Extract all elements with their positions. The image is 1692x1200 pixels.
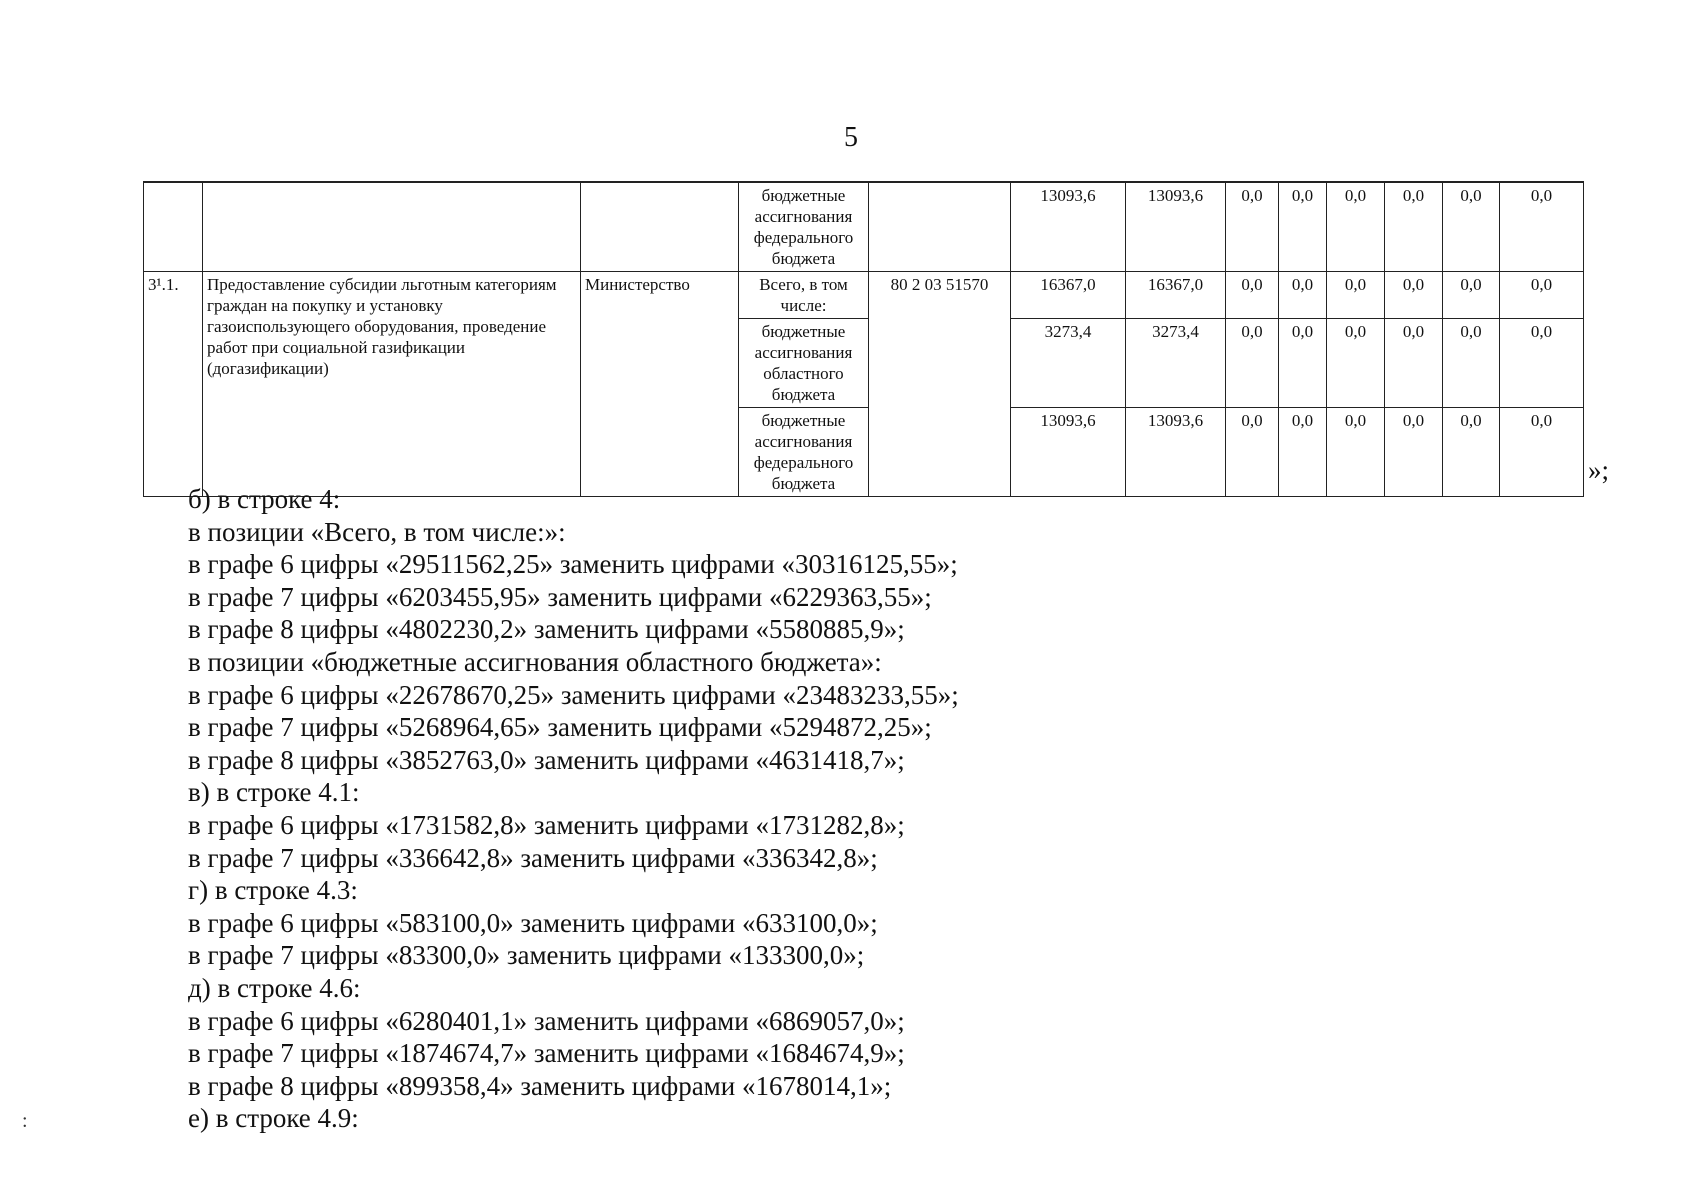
value-cell: 16367,0 — [1126, 272, 1226, 319]
value-cell: 0,0 — [1279, 319, 1327, 408]
funding-source-cell: бюджетные ассигнования федерального бюджета — [739, 182, 869, 272]
value-cell: 0,0 — [1443, 182, 1500, 272]
value-cell: 13093,6 — [1011, 408, 1126, 497]
funding-source-cell: Всего, в том числе: — [739, 272, 869, 319]
amendment-line: д) в строке 4.6: — [188, 972, 361, 1003]
amendment-line: е) в строке 4.9: — [188, 1103, 359, 1134]
prev-row-tail — [144, 182, 1584, 272]
value-cell: 0,0 — [1226, 272, 1279, 319]
value-cell: 0,0 — [1327, 272, 1385, 319]
value-cell: 0,0 — [1226, 408, 1279, 497]
value-cell: 0,0 — [1327, 182, 1385, 272]
table-body — [144, 182, 1584, 497]
amendment-line: г) в строке 4.3: — [188, 875, 358, 906]
amendment-line: в графе 6 цифры «29511562,25» заменить цифрами «30316125,55»; — [188, 549, 958, 580]
amendment-line: в графе 6 цифры «583100,0» заменить цифрами «633100,0»; — [188, 907, 878, 938]
value-cell: 0,0 — [1279, 272, 1327, 319]
value-cell: 13093,6 — [1126, 408, 1226, 497]
value-cell: 13093,6 — [1126, 182, 1226, 272]
value-cell: 0,0 — [1279, 182, 1327, 272]
margin-mark: : — [22, 1110, 28, 1132]
value-cell: 0,0 — [1327, 408, 1385, 497]
value-cell: 0,0 — [1500, 272, 1584, 319]
row-name-cell: Предоставление субсидии льготным категориям граждан на покупку и установку газоиспользующего оборудования, проведение работ при социальной газификации (догазификации) — [203, 272, 581, 497]
value-cell: 0,0 — [1500, 408, 1584, 497]
amendment-line: в графе 8 цифры «3852763,0» заменить цифрами «4631418,7»; — [188, 744, 905, 775]
amendment-line: в графе 8 цифры «4802230,2» заменить цифрами «5580885,9»; — [188, 614, 905, 645]
prev-row-name-cell — [203, 182, 581, 272]
amendment-line: в графе 7 цифры «6203455,95» заменить цифрами «6229363,55»; — [188, 581, 932, 612]
prev-row-responsible-cell — [581, 182, 739, 272]
value-cell: 0,0 — [1385, 272, 1443, 319]
value-cell: 0,0 — [1385, 182, 1443, 272]
amendment-line: в графе 7 цифры «1874674,7» заменить цифрами «1684674,9»; — [188, 1038, 905, 1069]
amendments-text — [188, 483, 959, 1135]
amendment-line: в) в строке 4.1: — [188, 777, 360, 808]
row-code-cell: 80 2 03 51570 — [869, 272, 1011, 319]
amendment-line: в графе 8 цифры «899358,4» заменить цифрами «1678014,1»; — [188, 1070, 892, 1101]
closing-quote-mark: »; — [1588, 455, 1610, 485]
amendment-line: в позиции «бюджетные ассигнования областного бюджета»: — [188, 646, 882, 677]
value-cell: 3273,4 — [1011, 319, 1126, 408]
value-cell: 0,0 — [1279, 408, 1327, 497]
value-cell: 0,0 — [1385, 319, 1443, 408]
amendment-line: в графе 7 цифры «336642,8» заменить цифрами «336342,8»; — [188, 842, 878, 873]
amendment-line: в графе 6 цифры «1731582,8» заменить цифрами «1731282,8»; — [188, 809, 905, 840]
funding-source-cell: бюджетные ассигнования областного бюджета — [739, 319, 869, 408]
amendment-line: в графе 7 цифры «5268964,65» заменить цифрами «5294872,25»; — [188, 712, 932, 743]
amendment-line: б) в строке 4: — [188, 484, 341, 514]
amendment-line: в графе 6 цифры «6280401,1» заменить цифрами «6869057,0»; — [188, 1005, 905, 1036]
prev-row-code-cell — [869, 182, 1011, 272]
value-cell: 0,0 — [1500, 319, 1584, 408]
prev-row-number-cell — [144, 182, 203, 272]
value-cell: 0,0 — [1443, 272, 1500, 319]
value-cell: 0,0 — [1443, 408, 1500, 497]
value-cell: 0,0 — [1226, 319, 1279, 408]
value-cell: 0,0 — [1226, 182, 1279, 272]
value-cell: 0,0 — [1327, 319, 1385, 408]
value-cell: 0,0 — [1500, 182, 1584, 272]
page-number: 5 — [844, 122, 858, 153]
value-cell: 0,0 — [1443, 319, 1500, 408]
amendment-line: в позиции «Всего, в том числе:»: — [188, 516, 566, 547]
budget-table — [143, 181, 1584, 497]
row-code-cell-continued — [869, 319, 1011, 408]
value-cell: 16367,0 — [1011, 272, 1126, 319]
row-responsible-cell: Министерство — [581, 272, 739, 497]
amendment-line: в графе 6 цифры «22678670,25» заменить цифрами «23483233,55»; — [188, 679, 959, 710]
amendment-line: в графе 7 цифры «83300,0» заменить цифрами «133300,0»; — [188, 940, 865, 971]
row-total — [144, 272, 1584, 319]
value-cell: 0,0 — [1385, 408, 1443, 497]
value-cell: 13093,6 — [1011, 182, 1126, 272]
value-cell: 3273,4 — [1126, 319, 1226, 408]
funding-source-cell: бюджетные ассигнования федерального бюджета — [739, 408, 869, 497]
row-number-cell: 3¹.1. — [144, 272, 203, 497]
